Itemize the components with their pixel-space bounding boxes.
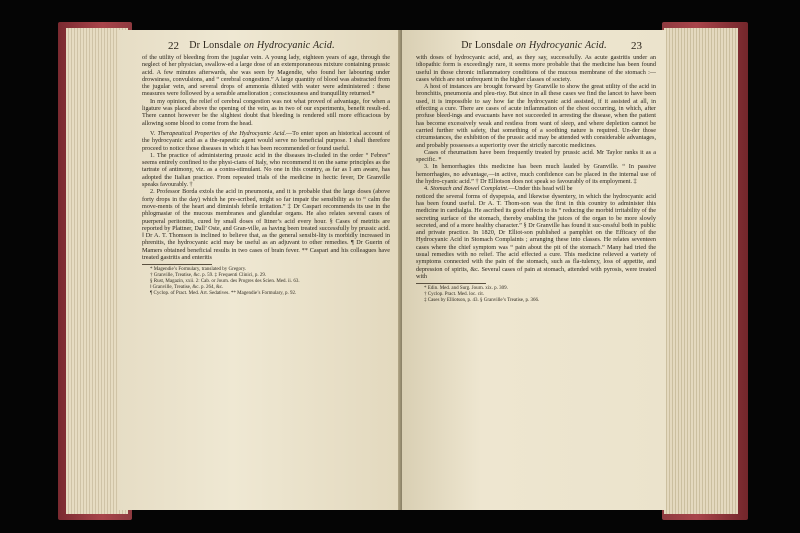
page-number: 23 — [631, 40, 642, 52]
paragraph: with doses of hydrocyanic acid, and, as they say, successfully. As acute gastritis under an idiopathic form is exceedingly rare, it seems more probable that the medicine has been found useful in those chronic inflammatory conditions of the mucous membrane of the stomach :—cases which are not unfrequent in the higher classes of society. — [416, 54, 656, 83]
right-page-body — [416, 54, 656, 304]
paragraph: 1. The practice of administering prussic acid in the diseases in-cluded in the order “ Febres” seems entirely confined to the physi-cians of Italy, who recommend it on the same principles as the tartrate of antimony, viz. as a contra-stimulant. No one in this country, as far as I am aware, has adopted the Italian practice. From repeated trials of the medicine in hectic fever, Dr Granville speaks favourably. † — [142, 151, 390, 189]
subheading: 4. Stomach and Bowel Complaint.—Under this head will be — [424, 185, 573, 193]
footnote: † Cyclop. Pract. Med. loc. cit. — [424, 292, 484, 298]
right-page — [402, 30, 666, 510]
running-head: Dr Lonsdale on Hydrocyanic Acid. — [189, 40, 335, 51]
paragraph: In my opinion, the relief of cerebral congestion was not what proved of advantage, for when a ligature was placed above the opening of the vein, as in two of our experiments, benefit result-ed. There cannot however be the slightest doubt that bleeding is rendered still more efficacious by allowing some blood to come from the head. — [142, 97, 390, 127]
left-page — [118, 30, 406, 510]
left-page-body — [142, 54, 390, 297]
footnote-rule — [142, 264, 212, 265]
footnote: * Edin. Med. and Surg. Journ. xix. p. 309. — [424, 286, 508, 292]
page-edges-right — [664, 28, 738, 514]
paragraph: Cases of rheumatism have been frequently treated by prussic acid. Mr Taylor ranks it as a specific. * — [416, 148, 656, 164]
footnote: ¶ Cyclop. of Pract. Med. Art. Sedatives. ** Magendie’s Formulary, p. 92. — [150, 291, 297, 297]
paragraph: of the utility of bleeding from the jugular vein. A young lady, eighteen years of age, through the neglect of her physician, swallow-ed a large dose of an extemporaneous mixture containing prussic acid. A few minutes afterwards, she was seen by Magendie, who found her labouring under drowsiness, convulsions, and “ cerebral congestion.” A large quantity of blood was abstracted from the jugular vein, and several drops of ammonia diluted with water were administered : these measures were followed by a sensible amelioration ; consciousness and tranquillity returned.* — [142, 54, 390, 98]
footnote: ‡ Cases by Elliotson, p. 43. § Granville’s Treatise, p. 366. — [424, 298, 540, 304]
page-number: 22 — [168, 40, 179, 52]
running-head: Dr Lonsdale on Hydrocyanic Acid. — [461, 40, 607, 51]
paragraph: noticed the several forms of dyspepsia, and likewise dysentery, in which the hydrocyanic acid has been found useful. Dr A. T. Thom-son was the first in this country to administer this medicine in cardialgia. He ascribed its good effects to its “ reducing the morbid irritability of the secreting surface of the stomach, thereby enabling the juices of the organ to be more slowly secreted, and of a more healthy character.” § Dr Granville has found it suc-cessful both in public and private practice. In 1820, Dr Elliot-son published a pamphlet on the Efficacy of the Hydrocyanic Acid in Stomach Complaints ; arranging these into classes. He relates seventeen cases where the chief symptom was “ pain about the pit of the stomach.” Many had tried the usual remedies with no relief. The acid effected a cure. This medicine relieved a variety of symptoms connected with the pain of the stomach, such as fla-tulency, loss of appetite, and depression of spirits, &c. Several cases of pain at stomach, attended with pyrosis, were treated with — [416, 192, 656, 280]
footnote: ‖ Granville, Treatise, &c. p. 264, &c. — [150, 285, 224, 291]
footnote: § Rust, Magazin, xxii. 2: Cab. or Journ. des Progres des Scien. Med. ii. 63. — [150, 279, 300, 285]
footnote: * Magendie’s Formulary, translated by Gregory. — [150, 267, 247, 273]
paragraph: A host of instances are brought forward by Granville to show the great utility of the acid in bronchitis, pneumonia and pleu-risy. But since in all these cases we find the lancet to have been used, it is impossible to say how far the hydrocyanic acid assisted, if it assisted at all, in effecting a cure. There are cases of acute inflammation of the chest occurring, in which, after profuse bleed-ings and evacuants have not succeeded in arresting the disease, when the patient has become excessively weak and restless from want of sleep, and where depletion cannot be carried further with safety, that something of a soothing nature is required. Un-der those circumstances, the exhibition of the prussic acid may be attended with considerable advantages, and probably possesses a superiority over the strictly narcotic medicines. — [416, 83, 656, 149]
paragraph: 3. In hemorrhagies this medicine has been much lauded by Granville. “ In passive hemorrhagies, no advantage,—in active, much confidence can be placed in the internal use of the hydro-cyanic acid.” † Dr Elliotson does not speak so favourably of its employment. ‡ — [416, 163, 656, 186]
footnote-rule — [416, 283, 486, 284]
paragraph: 2. Professor Borda extols the acid in pneumonia, and it is probable that the large doses (above forty drops in the day) which he pre-scribed, might so far impair the sensibility as to “ calm the move-ments of the heart and diminish febrile irritation.” ‡ Dr Caspari recommends its use in the phlogmasiæ of the mucous membranes and glandular organs. He also relates several cases of puerperal peritonitis, cured by small doses of Ittner’s acid every hour. § Cases of metritis are reported by Plattner, Dall’ Oste, and Gran-ville, as having been treated successfully by prussic acid. ‖ Dr A. T. Thomson is inclined to believe that, as the general sensibi-lity is morbidly increased in phrenitis, the hydrocyanic acid may be useful as an adjuvant to other remedies. ¶ Dr Guerin of Mamers obtained beneficial results in two cases of brain fever. ** Caspari and his colleagues have treated gastritis and enteritis — [142, 188, 390, 262]
section-heading: V. Therapeutical Properties of the Hydrocyanic Acid.—To enter upon an historical account of the hydrocyanic acid as a the-rapeutic agent would serve no beneficial purpose. I shall therefore proceed to notice those diseases in which it has been recommended or found useful. — [142, 129, 391, 152]
footnote: † Granville, Treatise, &c. p. 59. ‡ Frequenti Clinici, p. 29. — [150, 273, 267, 279]
